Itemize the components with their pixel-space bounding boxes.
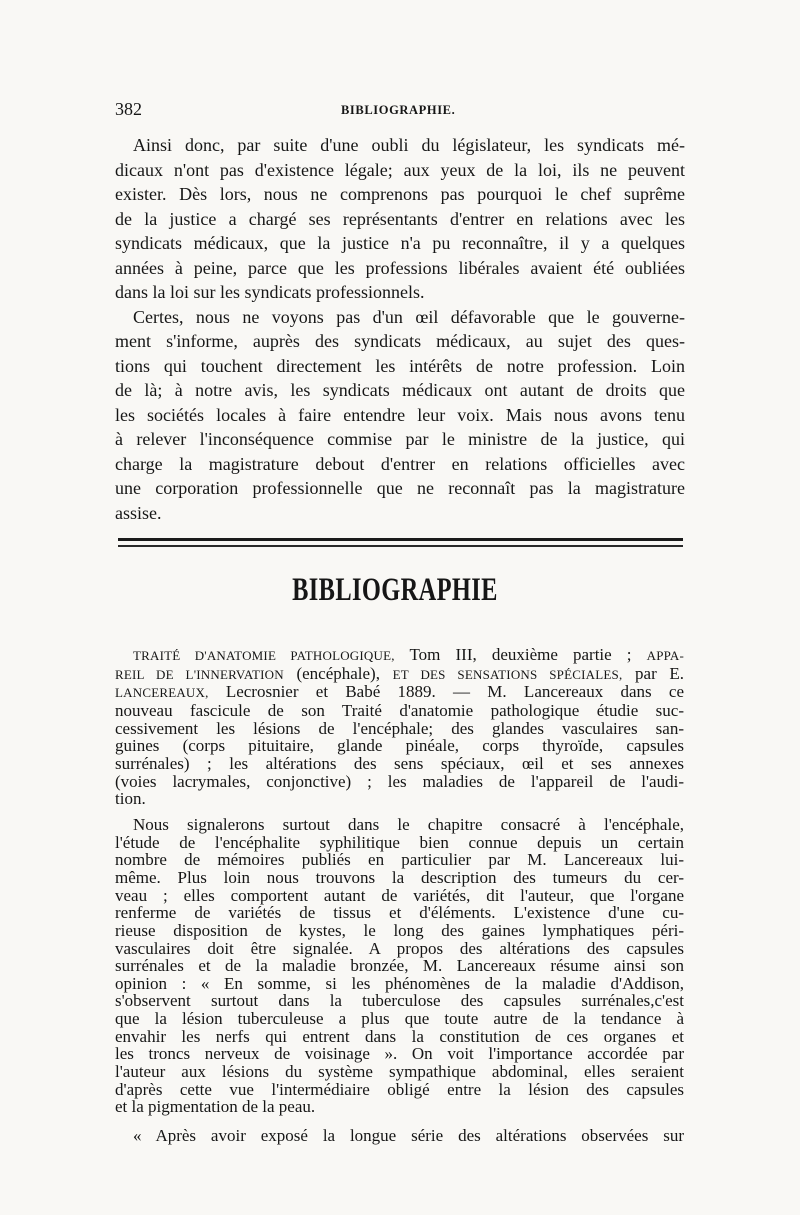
text-line: tions qui touchent directement les intérêts de notre profession. Loin: [115, 355, 685, 376]
text-line: de là; à notre avis, les syndicats médicaux ont autant de droits que: [115, 380, 685, 400]
roman-text: (encéphale),: [283, 663, 393, 683]
roman-text: Lecrosnier et Babé 1889. — M. Lancereaux dans ce: [208, 682, 684, 702]
paragraph: [115, 646, 684, 808]
text-line: vasculaires doit être signalée. A propos des altérations des capsules: [115, 938, 684, 958]
text-line: envahir les nerfs qui entrent dans la constitution de ces organes et: [115, 1026, 684, 1046]
roman-text: par E.: [622, 663, 684, 683]
article-text: [115, 133, 685, 525]
text-line: Ainsi donc, par suite d'une oubli du législateur, les syndicats mé-: [133, 135, 685, 155]
text-line: [115, 665, 684, 684]
text-line: [115, 646, 684, 665]
text-line: s'observent surtout dans la tuberculose des capsules surrénales,c'est: [115, 991, 684, 1011]
text-line: l'auteur aux lésions du système sympathique abdominal, elles seraient: [115, 1062, 684, 1082]
double-rule-thin: [118, 545, 683, 547]
small-caps-text: TRAITÉ D'ANATOMIE PATHOLOGIQUE,: [133, 648, 395, 663]
text-line: opinion : « En somme, si les phénomènes de la maladie d'Addison,: [115, 973, 684, 993]
text-line: dans la loi sur les syndicats professionnels.: [115, 282, 425, 302]
text-line: surrénales) ; les altérations des sens spéciaux, œil et ses annexes: [115, 753, 684, 773]
paragraph: [115, 816, 684, 1116]
text-line: une corporation professionnelle que ne reconnaît pas la magistrature: [115, 478, 685, 498]
page-number: 382: [115, 99, 142, 119]
small-caps-text: ET DES SENSATIONS SPÉCIALES,: [392, 666, 623, 682]
text-line: exister. Dès lors, nous ne comprenons pas pourquoi le chef suprême: [115, 184, 685, 204]
text-line: Certes, nous ne voyons pas d'un œil défavorable que le gouverne-: [133, 306, 685, 327]
text-line: d'après cette vue l'intermédiaire obligé entre la lésion des capsules: [115, 1079, 684, 1099]
small-caps-text: REIL DE L'INNERVATION: [115, 666, 284, 682]
text-line: guines (corps pituitaire, glande pinéale, corps thyroïde, capsules: [115, 736, 684, 756]
text-line: syndicats médicaux, que la justice n'a pu reconnaître, il y a quelques: [115, 233, 685, 253]
text-line: à relever l'inconséquence commise par le ministre de la justice, qui: [115, 429, 685, 449]
text-line: dicaux n'ont pas d'existence légale; aux yeux de la loi, ils ne peuvent: [115, 159, 685, 180]
running-header: [115, 98, 685, 122]
paragraph: [115, 305, 685, 526]
text-line: ment s'informe, auprès des syndicats médicaux, au sujet des ques-: [115, 331, 685, 351]
text-line: de la justice a chargé ses représentants d'entrer en relations avec les: [115, 208, 685, 229]
text-line: années à peine, parce que les professions libérales avaient été oubliées: [115, 257, 685, 278]
text-line: cessivement les lésions de l'encéphale; des glandes vasculaires san-: [115, 718, 684, 738]
review-paragraphs: [115, 646, 684, 1116]
double-rule-thick: [118, 538, 683, 541]
text-line: nombre de mémoires publiés en particulier par M. Lancereaux lui-: [115, 850, 684, 870]
text-line: Nous signalerons surtout dans le chapitre consacré à l'encéphale,: [133, 814, 684, 834]
text-line: charge la magistrature debout d'entrer en relations officielles avec: [115, 453, 685, 474]
text-line: rieuse disposition de kystes, le long des gaines lymphatiques péri-: [115, 920, 684, 940]
continuation-line: « Après avoir exposé la longue série des altérations observées sur: [133, 1126, 684, 1146]
section-heading: [110, 570, 680, 610]
small-caps-text: LANCEREAUX,: [115, 685, 209, 701]
text-line: (voies lacrymales, conjonctive) ; les maladies de l'appareil de l'audi-: [115, 771, 684, 791]
small-caps-text: APPA-: [646, 648, 684, 663]
text-line: assise.: [115, 502, 162, 523]
running-head: BIBLIOGRAPHIE.: [341, 103, 456, 117]
text-line: et la pigmentation de la peau.: [115, 1097, 316, 1117]
text-line: les sociétés locales à faire entendre leur voix. Mais nous avons tenu: [115, 404, 685, 425]
roman-text: Tom III, deuxième partie ;: [394, 645, 647, 664]
text-line: [115, 683, 684, 702]
text-line: surrénales et de la maladie bronzée, M. Lancereaux résume ainsi son: [115, 956, 684, 976]
text-line: que la lésion tuberculeuse a plus que toute autre de la tendance à: [115, 1009, 684, 1029]
text-line: même. Plus loin nous trouvons la description des tumeurs du cer-: [115, 867, 684, 887]
text-line: nouveau fascicule de son Traité d'anatomie pathologique étudie suc-: [115, 700, 684, 720]
paragraph: [115, 133, 685, 305]
section-title: BIBLIOGRAPHIE: [292, 572, 498, 608]
bibliography-review: [115, 646, 684, 1145]
text-line: renferme de variétés de tissus et d'éléments. L'existence d'une cu-: [115, 903, 684, 923]
text-line: l'étude de l'encéphalite syphilitique bien connue depuis un certain: [115, 832, 684, 852]
text-line: veau ; elles comportent autant de variétés, dit l'auteur, que l'organe: [115, 885, 684, 905]
text-line: tion.: [115, 789, 146, 809]
text-line: les troncs nerveux de voisinage ». On voit l'importance accordée par: [115, 1044, 684, 1064]
